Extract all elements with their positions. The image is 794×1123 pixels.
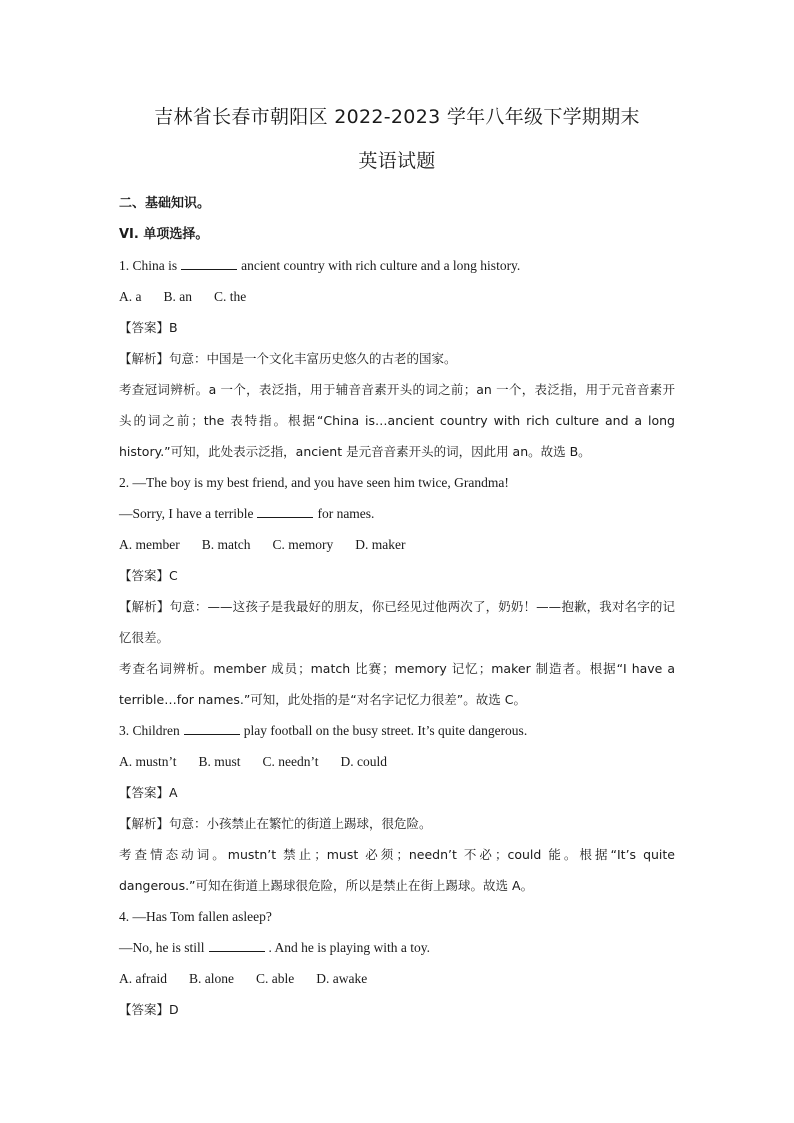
question-4-stem-line2: —No, he is still . And he is playing with a toy. [119,940,431,955]
question-2-answer: 【答案】C [119,568,178,583]
question-2-analysis-detail: 考查名词辨析。member 成员；match 比赛；memory 记忆；maker 制造者。根据“I have a terrible…for names.”可知，此处指的是“对名字记忆力很差”。故选 C。 [119,661,675,707]
question-1-analysis-detail: 考查冠词辨析。a 一个，表泛指，用于辅音音素开头的词之前；an 一个，表泛指，用于元音音素开头的词之前；the 表特指。根据“China is…ancient country with rich culture and a long history.”可知，此处表示泛指，ancient 是元音音素开头的词，因此用 an。故选 B。 [119,382,675,459]
question-3-options [119,746,675,777]
question-2-stem-line2: —Sorry, I have a terrible for names. [119,506,375,521]
section-heading: 二、基础知识。 [119,196,211,211]
question-4-answer: 【答案】D [119,1002,179,1017]
question-2-stem-line1: 2. —The boy is my best friend, and you have seen him twice, Grandma! [119,475,509,490]
option-a: A. mustn’t [119,754,177,769]
question-1-analysis-meaning: 【解析】句意：中国是一个文化丰富历史悠久的古老的国家。 [119,351,457,366]
option-b: B. must [198,754,241,769]
document-title: 吉林省长春市朝阳区 2022-2023 学年八年级下学期期末 [154,106,640,128]
subsection-heading: VI. 单项选择。 [119,227,209,242]
option-d: D. could [340,754,388,769]
document-subtitle: 英语试题 [358,150,436,172]
answer-blank [181,257,237,270]
question-1-stem: 1. China is ancient country with rich culture and a long history. [119,258,521,273]
answer-blank [209,939,265,952]
question-2-analysis-meaning: 【解析】句意：——这孩子是我最好的朋友，你已经见过他两次了，奶奶！——抱歉，我对名字的记忆很差。 [119,599,675,645]
document-page [119,96,675,1025]
option-c: C. needn’t [262,754,319,769]
option-a: A. afraid [119,971,167,986]
option-a: A. member [119,537,180,552]
question-1-options [119,281,675,312]
option-a: A. a [119,289,142,304]
question-3-answer: 【答案】A [119,785,178,800]
option-d: D. awake [316,971,368,986]
answer-blank [257,505,313,518]
option-c: C. able [255,971,295,986]
question-4-stem-line1: 4. —Has Tom fallen asleep? [119,909,272,924]
question-3-analysis-detail: 考查情态动词。mustn’t 禁止；must 必须；needn’t 不必；could 能。根据“It’s quite dangerous.”可知在街道上踢球很危险，所以是禁止在街上踢球。故选 A。 [119,847,675,893]
question-3-analysis-meaning: 【解析】句意：小孩禁止在繁忙的街道上踢球，很危险。 [119,816,432,831]
question-1-answer: 【答案】B [119,320,178,335]
answer-blank [184,722,240,735]
option-b: B. alone [188,971,234,986]
option-d: D. maker [355,537,406,552]
question-4-options [119,963,675,994]
option-c: C. memory [272,537,334,552]
question-2-options [119,529,675,560]
question-3-stem: 3. Children play football on the busy street. It’s quite dangerous. [119,723,528,738]
option-b: B. an [163,289,192,304]
option-b: B. match [201,537,251,552]
option-c: C. the [214,289,247,304]
